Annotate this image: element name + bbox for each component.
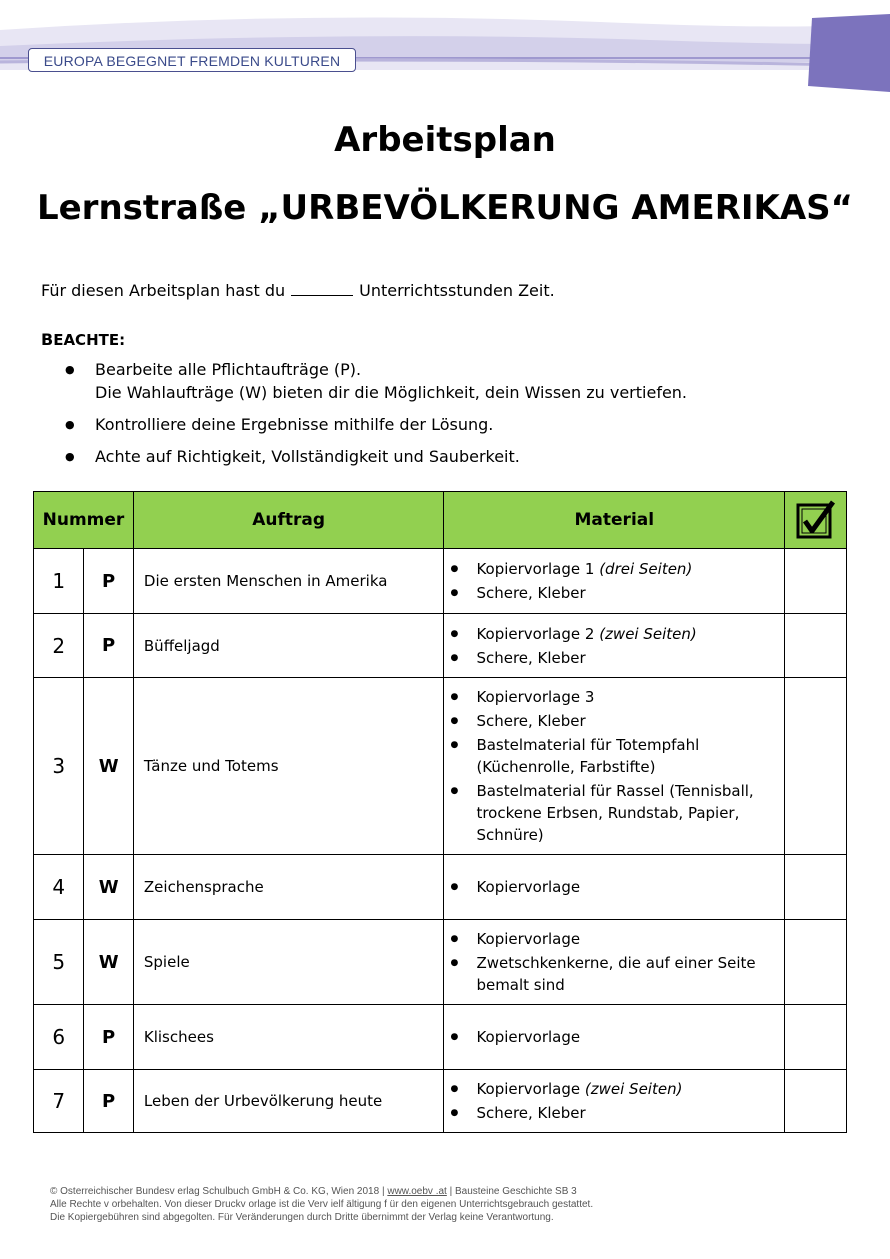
- row-check-cell[interactable]: [785, 1005, 847, 1070]
- header-check: [785, 492, 847, 549]
- row-task: Die ersten Menschen in Amerika: [133, 549, 444, 614]
- table-row: [34, 855, 847, 920]
- row-check-cell[interactable]: [785, 549, 847, 614]
- intro-before: Für diesen Arbeitsplan hast du: [41, 281, 286, 300]
- row-type: W: [84, 855, 134, 920]
- row-number: 4: [34, 855, 84, 920]
- row-type: W: [84, 678, 134, 855]
- table-row: [34, 1070, 847, 1133]
- row-type: P: [84, 1005, 134, 1070]
- material-item: ● Schere, Kleber: [450, 1102, 774, 1124]
- material-item: ● Schere, Kleber: [450, 582, 774, 604]
- material-item: ● Kopiervorlage: [450, 876, 774, 898]
- material-item: ● Schere, Kleber: [450, 710, 774, 732]
- row-number: 3: [34, 678, 84, 855]
- row-type: P: [84, 614, 134, 678]
- note-item: ● Kontrolliere deine Ergebnisse mithilfe der Lösung.: [65, 413, 687, 436]
- row-check-cell[interactable]: [785, 920, 847, 1005]
- row-task: Zeichensprache: [133, 855, 444, 920]
- header-number: Nummer: [34, 492, 134, 549]
- hours-blank-field: [291, 281, 353, 296]
- row-check-cell[interactable]: [785, 678, 847, 855]
- page-subtitle: Lernstraße „URBEVÖLKERUNG AMERIKAS“: [36, 188, 854, 228]
- row-check-cell[interactable]: [785, 1070, 847, 1133]
- row-number: 2: [34, 614, 84, 678]
- material-item: ● Kopiervorlage: [450, 928, 774, 950]
- row-materials: [444, 1005, 785, 1070]
- header-task: Auftrag: [133, 492, 444, 549]
- note-item: ● Bearbeite alle Pflichtaufträge (P). Die Wahlaufträge (W) bieten dir die Möglichkeit, dein Wissen zu vertiefen.: [65, 358, 687, 404]
- row-materials: [444, 614, 785, 678]
- row-number: 7: [34, 1070, 84, 1133]
- row-task: Leben der Urbevölkerung heute: [133, 1070, 444, 1133]
- row-type: P: [84, 549, 134, 614]
- material-item: ● Kopiervorlage (zwei Seiten): [450, 1078, 774, 1100]
- notes-heading: BEACHTE:: [41, 330, 126, 349]
- intro-after: Unterrichtsstunden Zeit.: [359, 281, 555, 300]
- row-check-cell[interactable]: [785, 855, 847, 920]
- material-item: ● Bastelmaterial für Rassel (Tennisball, trockene Erbsen, Rundstab, Papier, Schnüre): [450, 780, 774, 846]
- material-item: ● Bastelmaterial für Totempfahl (Küchenrolle, Farbstifte): [450, 734, 774, 778]
- row-number: 5: [34, 920, 84, 1005]
- table-row: [34, 549, 847, 614]
- row-materials: [444, 920, 785, 1005]
- checkbox-checked-icon: [795, 499, 837, 541]
- table-header-row: [34, 492, 847, 549]
- table-row: [34, 678, 847, 855]
- notes-list: [65, 358, 687, 477]
- publisher-link[interactable]: www.oebv .at: [387, 1186, 447, 1197]
- work-plan-table: [33, 491, 847, 1133]
- copyright-footer: © Osterreichischer Bundesv erlag Schulbuch GmbH & Co. KG, Wien 2018 | www.oebv .at | Bausteine Geschichte SB 3 Alle Rechte v orbehalten. Von dieser Druckv orlage ist die Verv ielf ältigung f ür den eigenen Unterrichtsgebrauch gestattet. Die Kopiergebühren sind abgegolten. Für Veränderungen durch Dritte übernimmt der Verlag keine Verantwortung.: [50, 1186, 594, 1223]
- series-badge: EUROPA BEGEGNET FREMDEN KULTUREN: [28, 48, 356, 72]
- row-materials: [444, 1070, 785, 1133]
- material-item: ● Kopiervorlage 1 (drei Seiten): [450, 558, 774, 580]
- row-number: 6: [34, 1005, 84, 1070]
- row-materials: [444, 678, 785, 855]
- row-type: P: [84, 1070, 134, 1133]
- table-row: [34, 614, 847, 678]
- material-item: ● Kopiervorlage 2 (zwei Seiten): [450, 623, 774, 645]
- row-task: Spiele: [133, 920, 444, 1005]
- row-check-cell[interactable]: [785, 614, 847, 678]
- row-task: Klischees: [133, 1005, 444, 1070]
- table-row: [34, 920, 847, 1005]
- page-title: Arbeitsplan: [334, 120, 556, 160]
- row-materials: [444, 549, 785, 614]
- material-item: ● Zwetschkenkerne, die auf einer Seite bemalt sind: [450, 952, 774, 996]
- row-type: W: [84, 920, 134, 1005]
- material-item: ● Kopiervorlage: [450, 1026, 774, 1048]
- intro-sentence: [41, 281, 555, 300]
- header-material: Material: [444, 492, 785, 549]
- row-materials: [444, 855, 785, 920]
- row-task: Büffeljagd: [133, 614, 444, 678]
- material-item: ● Kopiervorlage 3: [450, 686, 774, 708]
- note-item: ● Achte auf Richtigkeit, Vollständigkeit und Sauberkeit.: [65, 445, 687, 468]
- material-item: ● Schere, Kleber: [450, 647, 774, 669]
- table-row: [34, 1005, 847, 1070]
- row-task: Tänze und Totems: [133, 678, 444, 855]
- row-number: 1: [34, 549, 84, 614]
